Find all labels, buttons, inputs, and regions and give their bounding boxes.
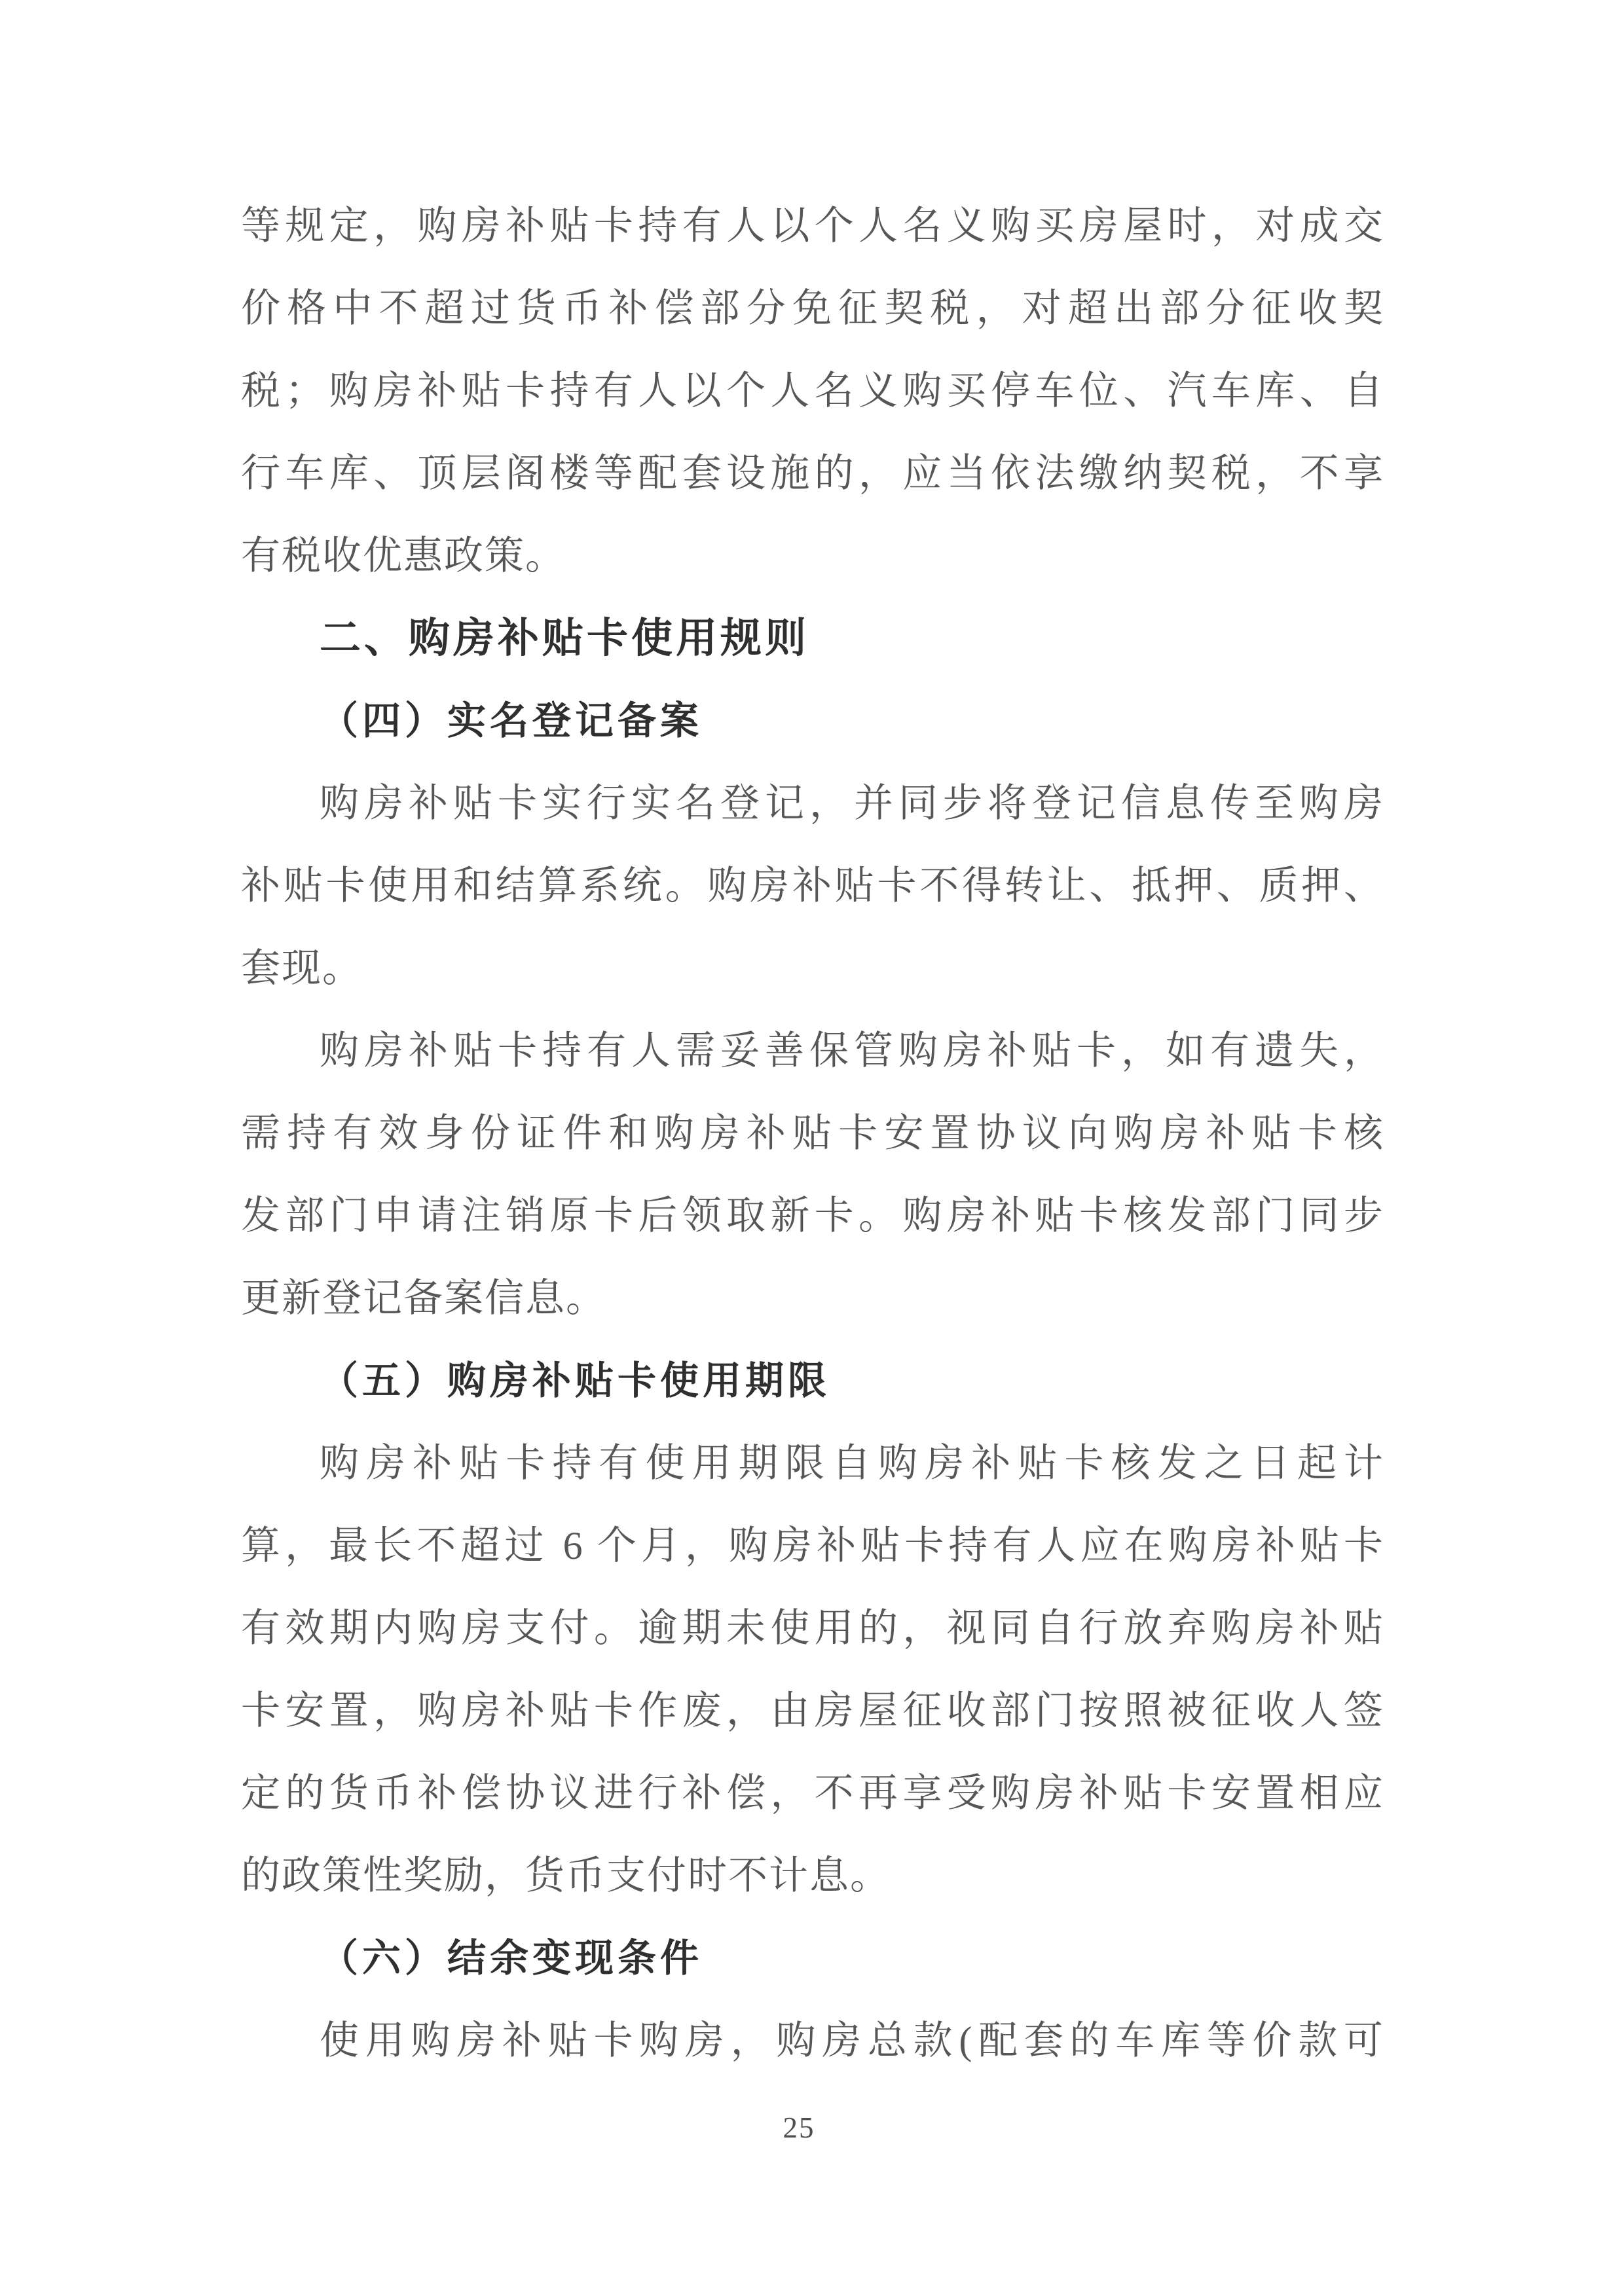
text-line: 发部门申请注销原卡后领取新卡。购房补贴卡核发部门同步 [241, 1194, 1383, 1237]
text-line: 需持有效身份证件和购房补贴卡安置协议向购房补贴卡核 [241, 1112, 1383, 1155]
text-line: 算，最长不超过 6 个月，购房补贴卡持有人应在购房补贴卡 [241, 1524, 1383, 1567]
text-line: 价格中不超过货币补偿部分免征契税，对超出部分征收契 [241, 287, 1383, 330]
text-line: 卡安置，购房补贴卡作废，由房屋征收部门按照被征收人签 [241, 1689, 1383, 1732]
text-line: （五）购房补贴卡使用期限 [320, 1359, 831, 1402]
text-line: 的政策性奖励，货币支付时不计息。 [241, 1854, 891, 1897]
text-line: 行车库、顶层阁楼等配套设施的，应当依法缴纳契税，不享 [241, 452, 1383, 495]
text-line: （四）实名登记备案 [320, 699, 703, 742]
text-line: 定的货币补偿协议进行补偿，不再享受购房补贴卡安置相应 [241, 1772, 1383, 1815]
text-line: 二、购房补贴卡使用规则 [320, 615, 809, 661]
text-line: 补贴卡使用和结算系统。购房补贴卡不得转让、抵押、质押、 [241, 864, 1383, 907]
text-line: 套现。 [241, 947, 363, 990]
page-number: 25 [783, 2111, 815, 2144]
text-line: 更新登记备案信息。 [241, 1277, 606, 1320]
text-line: 使用购房补贴卡购房，购房总款(配套的车库等价款可 [320, 2019, 1383, 2062]
text-line: （六）结余变现条件 [320, 1937, 703, 1980]
text-line: 有效期内购房支付。逾期未使用的，视同自行放弃购房补贴 [241, 1607, 1383, 1650]
document-lines [241, 185, 1383, 2082]
text-line: 税；购房补贴卡持有人以个人名义购买停车位、汽车库、自 [241, 369, 1383, 412]
text-line: 等规定，购房补贴卡持有人以个人名义购买房屋时，对成交 [241, 204, 1383, 247]
text-line: 有税收优惠政策。 [241, 534, 566, 577]
text-line: 购房补贴卡持有使用期限自购房补贴卡核发之日起计 [320, 1442, 1383, 1485]
text-line: 购房补贴卡持有人需妥善保管购房补贴卡，如有遗失， [320, 1029, 1383, 1072]
text-line: 购房补贴卡实行实名登记，并同步将登记信息传至购房 [320, 782, 1383, 825]
